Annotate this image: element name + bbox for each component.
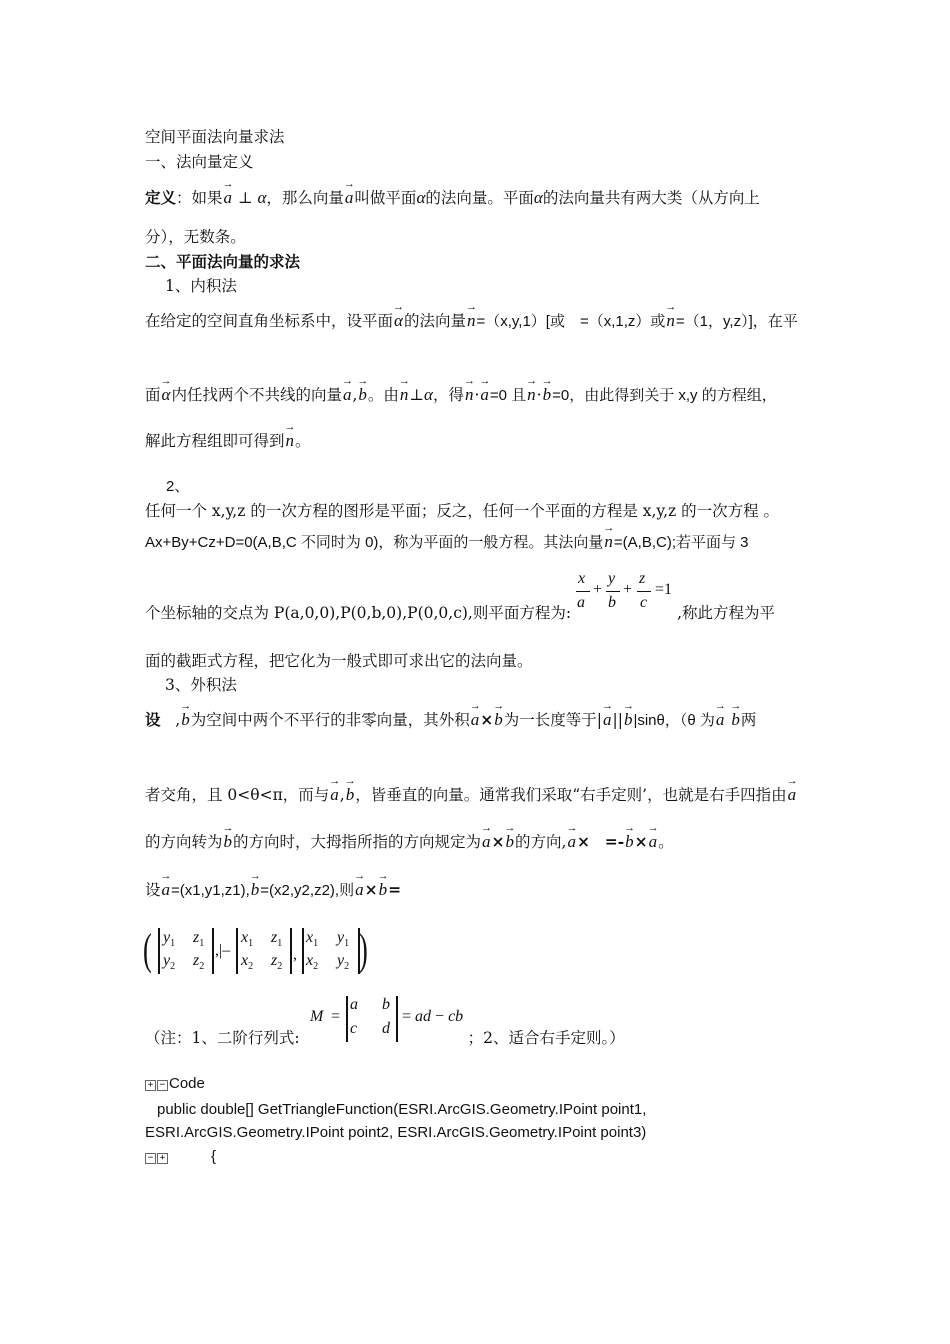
method-3-line-1: 设 ,→ b为空间中两个不平行的非零向量，其外积→ a×→ b为一长度等于|→ a||→ b|sinθ，（θ 为→ a → b两 (145, 709, 756, 732)
method-2-line-1: 任何一个 x,y,z 的一次方程的图形是平面；反之，任何一个平面的方程是 x,y,z 的一次方程 。 (145, 502, 780, 520)
determinant-note: （注：1、二阶行列式: ；2、适合右手定则。） (145, 1029, 625, 1047)
method-3-line-4: 设→ a=(x1,y1,z1),→ b=(x2,y2,z2),则→ a×→ b= (145, 879, 401, 902)
expand-icon[interactable]: + (157, 1153, 168, 1164)
method-1-heading: 1、内积法 (165, 277, 237, 295)
method-3-line-3: 的方向转为→ b的方向时，大拇指所指的方向规定为→ a×→ b的方向,→ a× =-→ b×→ a。 (145, 831, 674, 853)
code-line-3 (145, 1146, 216, 1168)
method-1-line-3: 解此方程组即可得到→ n。 (145, 430, 311, 452)
method-2-line-2: Ax+By+Cz+D=0(A,B,C 不同时为 0)，称为平面的一般方程。其法向量→ n=(A,B,C);若平面与 3 (145, 531, 749, 554)
cross-product-formula: ( $y_1$ $z_1$ $y_2$ $z_2$ ,|– $x_1$ $z_1$ $x_2$ $z_2$ , $x_1$ $y_1$ $x_2$ $y_2$ ) (143, 925, 368, 974)
method-2-line-3: 个坐标轴的交点为 P(a,0,0),P(0,b,0),P(0,0,c),则平面方程为: ,称此方程为平 (145, 604, 776, 622)
code-label: Code (169, 1075, 205, 1092)
code-line-1: public double[] GetTriangleFunction(ESRI.ArcGIS.Geometry.IPoint point1, (157, 1101, 647, 1118)
method-3-line-2: 者交角，且 0<θ<π，而与→ a,→ b，皆垂直的向量。通常我们采取“右手定则’，也就是右手四指由→ a (145, 784, 797, 806)
code-header (145, 1073, 205, 1095)
determinant-formula: M = a b c d = ad − cb (310, 996, 480, 1046)
definition-line-2: 分），无数条。 (145, 228, 246, 246)
intercept-equation: x a + y b + z c =1 (577, 570, 673, 611)
method-2-line-4: 面的截距式方程，把它化为一般式即可求出它的法向量。 (145, 652, 533, 670)
page-title: 空间平面法向量求法 (145, 128, 285, 146)
method-1-line-2: 面→ α内任找两个不共线的向量→ a,→ b。由→ n⊥α，得→ n·→ a=0 且→ n·→ b=0，由此得到关于 x,y 的方程组， (145, 384, 777, 407)
definition-line-1: 定义：如果→ a ⊥ α，那么向量→ a叫做平面α的法向量。平面α的法向量共有两大类（从方向上 (145, 187, 760, 209)
method-1-line-1: 在给定的空间直角坐标系中，设平面→ α的法向量→ n=（x,y,1）[或 =（x,1,z）或→ n=（1，y,z）]，在平 (145, 310, 798, 333)
collapse-icon[interactable]: − (157, 1080, 168, 1091)
code-line-2: ESRI.ArcGIS.Geometry.IPoint point2, ESRI.ArcGIS.Geometry.IPoint point3) (145, 1124, 647, 1141)
collapse-icon[interactable]: − (145, 1153, 156, 1164)
code-brace: { (211, 1148, 217, 1165)
section-heading-definition: 一、法向量定义 (145, 153, 254, 171)
definition-label: 定义 (145, 188, 177, 207)
method-3-heading: 3、外积法 (165, 676, 237, 694)
section-heading-methods: 二、平面法向量的求法 (145, 252, 301, 271)
method-2-heading: 2、 (166, 478, 190, 495)
expand-icon[interactable]: + (145, 1080, 156, 1091)
